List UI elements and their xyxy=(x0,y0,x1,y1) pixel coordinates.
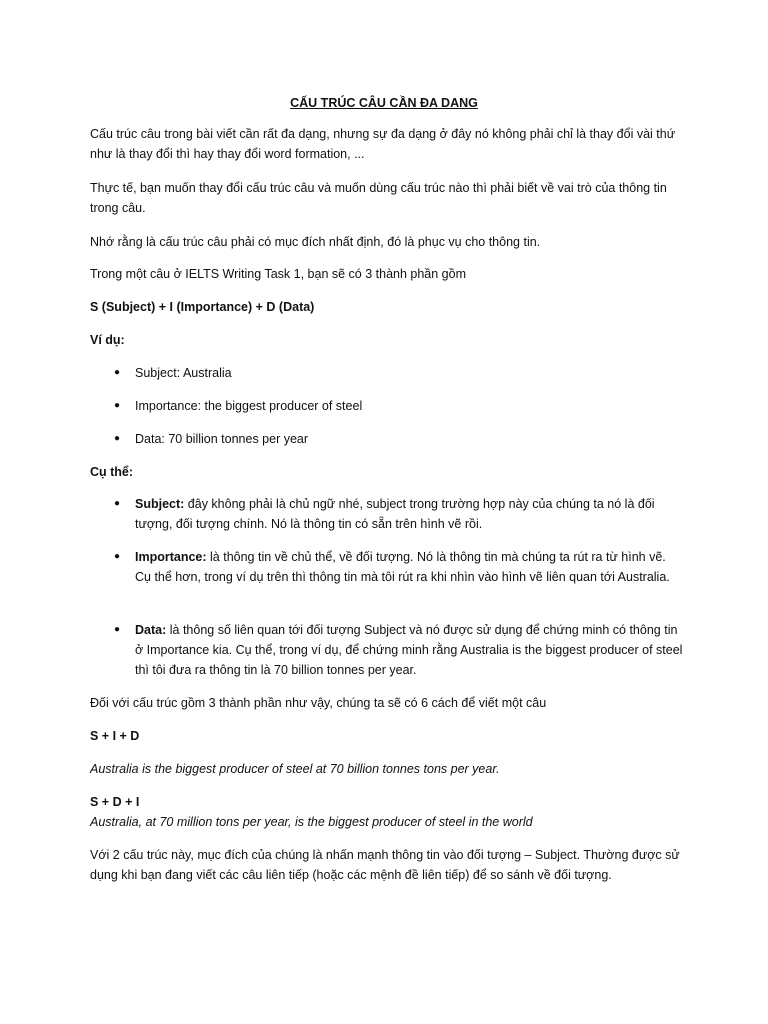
detail-term-subject: Subject: xyxy=(135,497,185,511)
paragraph-role-of-info: Thực tế, bạn muốn thay đổi cấu trúc câu và muốn dùng cấu trúc nào thì phải biết về vai trò của thông tin trong câu. xyxy=(90,181,667,215)
detail-text-subject: đây không phải là chủ ngữ nhé, subject trong trường hợp này của chúng ta nó là đối tượng, đối tượng chính. Nó là thông tin có sẵn trên hình vẽ rồi. xyxy=(135,497,655,531)
structure-label-sid: S + I + D xyxy=(90,729,140,743)
paragraph-components: Trong một câu ở IELTS Writing Task 1, bạn sẽ có 3 thành phần gồm xyxy=(90,267,466,281)
paragraph-emphasis: Với 2 cấu trúc này, mục đích của chúng là nhấn mạnh thông tin vào đối tượng – Subject. Thường được sử dụng khi bạn đang viết các câu liên tiếp (hoặc các mệnh đề liên tiếp) để so sánh về đối tượng. xyxy=(90,848,680,882)
structure-label-sdi: S + D + I xyxy=(90,795,140,809)
formula-sid: S (Subject) + I (Importance) + D (Data) xyxy=(90,300,315,314)
bullet-icon: ● xyxy=(114,551,121,562)
list-item xyxy=(90,620,685,680)
paragraph-six-ways: Đối với cấu trúc gồm 3 thành phần như vậy, chúng ta sẽ có 6 cách để viết một câu xyxy=(90,696,547,710)
bullet-icon: ● xyxy=(114,624,121,635)
bullet-icon: ● xyxy=(114,367,121,378)
structure-example-sid: Australia is the biggest producer of steel at 70 billion tonnes tons per year. xyxy=(90,762,500,776)
example-heading: Ví dụ: xyxy=(90,333,125,347)
bullet-icon: ● xyxy=(114,433,121,444)
paragraph-purpose: Nhớ rằng là cấu trúc câu phải có mục đích nhất định, đó là phục vụ cho thông tin. xyxy=(90,235,541,249)
detail-heading: Cụ thể: xyxy=(90,465,134,479)
detail-text-importance: là thông tin về chủ thể, về đối tượng. Nó là thông tin mà chúng ta rút ra từ hình vẽ. Cụ thể hơn, trong ví dụ trên thì thông tin mà tôi rút ra khi nhìn vào hình vẽ liên quan tới Australia. xyxy=(135,550,670,584)
structure-example-sdi: Australia, at 70 million tons per year, is the biggest producer of steel in the world xyxy=(90,815,533,829)
detail-term-data: Data: xyxy=(135,623,167,637)
detail-term-importance: Importance: xyxy=(135,550,207,564)
list-item xyxy=(90,363,685,383)
list-item xyxy=(90,396,685,416)
bullet-icon: ● xyxy=(114,400,121,411)
example-data: Data: 70 billion tonnes per year xyxy=(135,432,309,446)
list-item xyxy=(90,494,685,534)
list-item xyxy=(90,429,685,449)
example-subject: Subject: Australia xyxy=(135,366,232,380)
detail-text-data: là thông số liên quan tới đối tượng Subject và nó được sử dụng để chứng minh có thông tin ở Importance kia. Cụ thể, trong ví dụ, để chứng minh rằng Australia is the biggest producer of steel thì tôi đưa ra thông tin là 70 billion tonnes per year. xyxy=(135,623,683,677)
paragraph-intro: Cấu trúc câu trong bài viết cần rất đa dạng, nhưng sự đa dạng ở đây nó không phải chỉ là thay đổi vài thứ như là thay đổi thì hay thay đổi word formation, ... xyxy=(90,127,676,161)
document-title: CẤU TRÚC CÂU CẦN ĐA DANG xyxy=(290,96,478,110)
example-importance: Importance: the biggest producer of steel xyxy=(135,399,363,413)
bullet-icon: ● xyxy=(114,498,121,509)
list-item xyxy=(90,547,685,587)
